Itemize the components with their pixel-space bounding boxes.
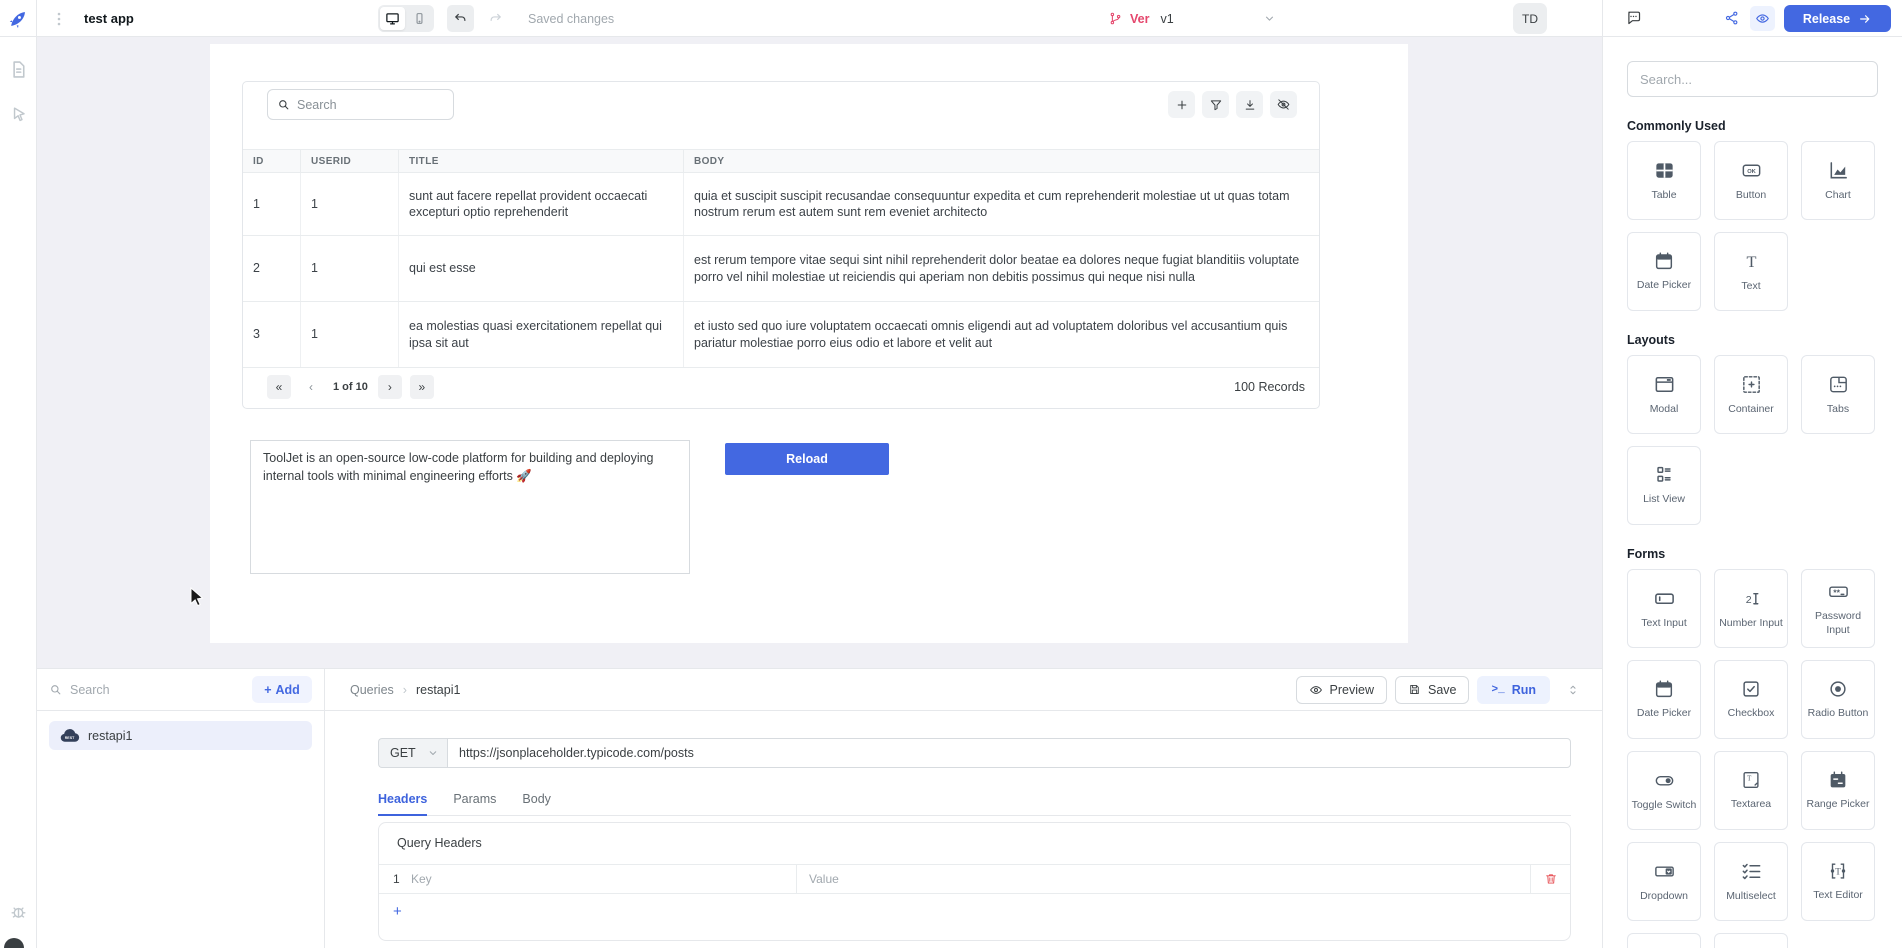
add-row-button[interactable] — [1168, 91, 1195, 118]
textarea-icon — [1740, 769, 1762, 791]
rocket-logo-icon — [7, 8, 29, 30]
widget-card-label: Password Input — [1814, 609, 1862, 636]
widget-search-box[interactable] — [1627, 61, 1878, 97]
mouse-cursor — [190, 587, 207, 606]
list-view-icon — [1653, 464, 1675, 486]
cell-title: sunt aut facere repellat provident occaecati excepturi optio reprehenderit — [399, 173, 684, 235]
widget-library — [1603, 61, 1902, 948]
collapse-panel-button[interactable] — [1566, 683, 1580, 697]
widget-card-label: Date Picker — [1636, 707, 1692, 720]
request-url-row — [378, 738, 1571, 768]
table-footer — [243, 365, 1319, 408]
widget-card-label: Text — [1741, 279, 1761, 292]
widget-card-label: List View — [1643, 493, 1685, 506]
cell-title: qui est esse — [399, 236, 684, 301]
cell-id: 1 — [243, 173, 301, 235]
mobile-icon — [413, 11, 426, 26]
user-avatar[interactable]: TD — [1513, 3, 1547, 34]
cell-body: quia et suscipit suscipit recusandae consequuntur expedita et cum reprehenderit molestiae ut ut quas totam nostrum rerum est autem sunt rem eveniet architecto — [694, 188, 1290, 219]
search-icon — [277, 98, 290, 111]
forms-cards — [1627, 569, 1878, 948]
table-grid — [243, 149, 1319, 368]
widget-card-label: Button — [1735, 188, 1767, 201]
unfold-chevrons-icon — [1566, 683, 1580, 697]
tab-headers[interactable]: Headers — [378, 792, 427, 816]
table-header-row — [243, 149, 1319, 173]
pages-panel-button[interactable] — [7, 58, 30, 81]
table-row[interactable] — [243, 302, 1319, 368]
number-input-icon — [1740, 587, 1763, 610]
arrow-right-icon — [1858, 12, 1872, 26]
method-value: GET — [390, 746, 416, 760]
password-input-icon — [1827, 580, 1850, 603]
column-header-id[interactable]: ID — [243, 150, 301, 172]
eye-icon — [1309, 683, 1323, 697]
cell-userid: 1 — [301, 236, 399, 301]
chevron-down-icon — [427, 747, 439, 759]
commonly-used-cards — [1627, 141, 1878, 311]
header-key-input[interactable] — [411, 872, 796, 886]
floppy-save-icon — [1408, 683, 1421, 696]
query-editor — [325, 669, 1602, 948]
request-tabs — [378, 792, 1571, 816]
svg-text:2: 2 — [1745, 593, 1752, 606]
query-editor-header — [325, 669, 1602, 711]
table-row[interactable] — [243, 236, 1319, 302]
inspect-cursor-icon — [9, 105, 28, 124]
widget-card-table[interactable] — [1627, 141, 1701, 220]
run-button[interactable] — [1477, 676, 1550, 704]
widget-card-date-picker[interactable] — [1627, 232, 1701, 311]
widget-card-list-view[interactable] — [1627, 446, 1701, 525]
widget-card-multiselect[interactable] — [1714, 842, 1788, 921]
redo-icon — [488, 11, 503, 26]
undo-button[interactable] — [447, 5, 474, 32]
button-icon — [1740, 159, 1763, 182]
breadcrumb — [350, 683, 460, 697]
widget-card-label: Text Input — [1641, 616, 1687, 629]
last-page-icon: » — [418, 379, 426, 394]
manage-columns-button[interactable] — [1270, 91, 1297, 118]
widget-card-label: Container — [1728, 402, 1774, 415]
widget-card-label: Tabs — [1826, 402, 1850, 415]
query-list-panel — [37, 669, 325, 948]
query-name: restapi1 — [88, 728, 133, 743]
cell-id: 2 — [243, 236, 301, 301]
widget-card-button[interactable] — [1714, 141, 1788, 220]
svg-text:**: ** — [1832, 587, 1840, 598]
app-title[interactable]: test app — [84, 11, 134, 26]
calendar-icon — [1653, 250, 1675, 272]
query-list-item-restapi1[interactable] — [49, 721, 312, 750]
prev-page-button[interactable] — [299, 375, 323, 399]
widget-card-checkbox[interactable] — [1714, 660, 1788, 739]
release-button[interactable] — [1784, 5, 1891, 32]
save-label: Save — [1427, 682, 1457, 697]
widget-card-number-input[interactable] — [1714, 569, 1788, 648]
breadcrumb-separator-icon: › — [402, 682, 407, 697]
cell-body: et iusto sed quo iure voluptatem occaecati omnis eligendi aut ad voluptatem doloribus vel accusantium quis pariatur molestiae porro eius odio et labore et velit aut — [694, 319, 1288, 350]
range-picker-icon — [1827, 769, 1849, 791]
svg-text:T: T — [1835, 866, 1841, 877]
table-toolbar — [1168, 91, 1297, 118]
widget-card-label: Number Input — [1719, 616, 1783, 629]
last-page-button[interactable] — [410, 375, 434, 399]
table-row[interactable] — [243, 173, 1319, 236]
git-branch-icon — [1108, 11, 1123, 26]
dark-mode-toggle[interactable] — [4, 938, 24, 948]
svg-text:REST: REST — [64, 735, 75, 740]
eye-off-icon — [1276, 97, 1291, 112]
rest-api-icon — [59, 729, 80, 743]
page-indicator: 1 of 10 — [333, 380, 368, 393]
filter-funnel-icon — [1209, 98, 1223, 112]
toggle-switch-icon — [1653, 769, 1676, 792]
plus-icon — [1175, 98, 1189, 112]
breadcrumb-root[interactable]: Queries — [350, 682, 394, 697]
column-header-userid[interactable]: USERID — [301, 150, 399, 172]
widget-card-range-picker[interactable] — [1801, 751, 1875, 830]
svg-text:T: T — [1747, 775, 1752, 783]
widget-card-date-picker-2[interactable] — [1627, 660, 1701, 739]
next-page-button[interactable] — [378, 375, 402, 399]
svg-text:OK: OK — [1746, 168, 1756, 175]
app-preview-button[interactable] — [1750, 6, 1775, 31]
breadcrumb-leaf[interactable]: restapi1 — [415, 682, 461, 697]
filter-button[interactable] — [1202, 91, 1229, 118]
query-panel — [37, 668, 1602, 948]
widget-card-label: Range Picker — [1806, 798, 1870, 811]
table-widget[interactable] — [242, 81, 1320, 409]
chevron-down-icon — [1263, 12, 1276, 25]
checkbox-icon — [1740, 678, 1762, 700]
widget-card-partial[interactable] — [1714, 933, 1788, 948]
desktop-icon — [385, 11, 400, 26]
app-logo[interactable] — [0, 0, 37, 37]
text-icon — [1740, 250, 1763, 273]
cell-body: est rerum tempore vitae sequi sint nihil reprehenderit dolor beatae ea dolores neque fugiat blanditiis voluptate porro vel nihil molestiae ut reiciendis qui aperiam non debitis possimus qui neque nisi nulla — [694, 253, 1300, 284]
column-header-body[interactable]: BODY — [694, 155, 725, 167]
widget-card-text-input[interactable] — [1627, 569, 1701, 648]
redo-button[interactable] — [482, 5, 509, 32]
debugger-bug-icon — [8, 901, 29, 922]
query-search-input[interactable] — [70, 683, 190, 697]
first-page-button[interactable] — [267, 375, 291, 399]
add-query-button[interactable] — [252, 676, 312, 703]
widget-sidebar — [1602, 0, 1902, 948]
container-icon — [1740, 373, 1763, 396]
column-header-title[interactable]: TITLE — [399, 150, 684, 172]
share-nodes-icon — [1724, 10, 1740, 26]
cell-id: 3 — [243, 302, 301, 367]
query-actions — [1296, 676, 1580, 704]
tab-params[interactable]: Params — [453, 792, 497, 806]
widget-card-label: Multiselect — [1726, 889, 1776, 902]
layouts-cards — [1627, 355, 1878, 525]
add-header-button[interactable]: + — [393, 903, 402, 920]
url-input[interactable] — [447, 738, 1571, 768]
query-headers-title: Query Headers — [397, 836, 482, 850]
row-index: 1 — [393, 872, 400, 886]
download-icon — [1243, 98, 1257, 112]
chart-icon — [1827, 159, 1850, 182]
eye-icon — [1755, 11, 1770, 26]
widget-card-label: Text Editor — [1813, 889, 1863, 902]
section-title-layouts: Layouts — [1627, 333, 1675, 347]
widget-card-label: Checkbox — [1727, 707, 1775, 720]
terminal-icon: >_ — [1491, 683, 1505, 696]
tabs-icon — [1827, 373, 1850, 396]
widget-card-tabs[interactable] — [1801, 355, 1875, 434]
widget-card-partial[interactable] — [1627, 933, 1701, 948]
share-button[interactable] — [1724, 10, 1740, 26]
widget-card-label: Date Picker — [1636, 279, 1692, 292]
text-editor-icon — [1827, 860, 1849, 882]
left-rail — [0, 37, 37, 948]
widget-card-label: Table — [1651, 188, 1677, 201]
sidebar-top-actions — [1603, 0, 1902, 37]
cell-userid: 1 — [301, 302, 399, 367]
query-list-header — [37, 669, 324, 711]
reload-button[interactable]: Reload — [725, 443, 889, 475]
prev-page-icon: ‹ — [309, 379, 313, 394]
records-count: 100 Records — [1234, 379, 1305, 394]
query-list — [37, 711, 324, 760]
save-status-text: Saved changes — [528, 11, 615, 26]
text-widget[interactable]: ToolJet is an open-source low-code platform for building and deploying internal tools with minimal engineering efforts 🚀 — [250, 440, 690, 574]
table-icon — [1653, 159, 1676, 182]
plus-icon: + — [264, 682, 272, 697]
add-query-label: Add — [275, 682, 300, 697]
dropdown-icon — [1653, 860, 1676, 883]
query-headers-panel — [378, 822, 1571, 941]
table-search-box[interactable] — [267, 89, 454, 120]
version-label: Ver — [1130, 11, 1150, 26]
widget-search-input[interactable] — [1640, 72, 1865, 87]
section-title-forms: Forms — [1627, 547, 1666, 561]
widget-card-textarea[interactable] — [1714, 751, 1788, 830]
widget-card-chart[interactable] — [1801, 141, 1875, 220]
document-icon — [8, 59, 29, 80]
header-value-input[interactable] — [797, 872, 1530, 886]
widget-card-text[interactable] — [1714, 232, 1788, 311]
undo-icon — [453, 11, 468, 26]
widget-card-label: Chart — [1825, 188, 1851, 201]
query-editor-body — [325, 711, 1602, 941]
tab-body[interactable]: Body — [522, 792, 551, 806]
version-value: v1 — [1160, 11, 1174, 26]
preview-button[interactable] — [1296, 676, 1387, 704]
editor-canvas-area — [37, 37, 1602, 668]
radio-button-icon — [1827, 678, 1849, 700]
calendar-icon — [1653, 678, 1675, 700]
save-button[interactable] — [1395, 676, 1470, 704]
header-key-value-row — [379, 864, 1570, 894]
text-input-icon — [1653, 587, 1676, 610]
inspector-panel-button[interactable] — [7, 103, 30, 126]
svg-text:T: T — [1746, 251, 1756, 271]
trash-icon — [1544, 872, 1558, 886]
next-page-icon: › — [387, 379, 392, 394]
widget-card-container[interactable] — [1714, 355, 1788, 434]
widget-card-text-editor[interactable] — [1801, 842, 1875, 921]
first-page-icon: « — [275, 379, 283, 394]
widget-card-label: Modal — [1649, 402, 1679, 415]
multiselect-icon — [1740, 860, 1763, 883]
device-mode-toggle — [378, 5, 434, 32]
comments-button[interactable] — [1625, 9, 1642, 26]
method-select[interactable] — [378, 738, 447, 768]
widget-card-toggle-switch[interactable] — [1627, 751, 1701, 830]
widget-card-label: Textarea — [1730, 798, 1772, 811]
widget-card-label: Toggle Switch — [1631, 798, 1697, 811]
desktop-mode-button[interactable] — [380, 7, 405, 30]
cell-title: ea molestias quasi exercitationem repellat qui ipsa sit aut — [399, 302, 684, 367]
widget-card-label: Radio Button — [1807, 707, 1869, 720]
widget-card-dropdown[interactable] — [1627, 842, 1701, 921]
delete-header-button[interactable] — [1530, 865, 1570, 893]
widget-card-radio-button[interactable] — [1801, 660, 1875, 739]
search-icon — [49, 683, 62, 696]
cell-userid: 1 — [301, 173, 399, 235]
release-label: Release — [1802, 11, 1851, 26]
widget-card-password-input[interactable] — [1801, 569, 1875, 648]
drag-grip-icon — [52, 0, 66, 37]
section-title-commonly-used: Commonly Used — [1627, 119, 1726, 133]
version-selector[interactable] — [1108, 0, 1276, 37]
table-search-input[interactable] — [297, 98, 427, 112]
debugger-button[interactable] — [7, 900, 30, 923]
topbar — [0, 0, 1602, 37]
mobile-mode-button[interactable] — [407, 7, 432, 30]
preview-label: Preview — [1329, 682, 1374, 697]
comment-bubble-icon — [1625, 9, 1642, 26]
widget-card-label: Dropdown — [1640, 889, 1688, 902]
modal-icon — [1653, 373, 1676, 396]
download-button[interactable] — [1236, 91, 1263, 118]
widget-card-modal[interactable] — [1627, 355, 1701, 434]
run-label: Run — [1511, 682, 1536, 697]
